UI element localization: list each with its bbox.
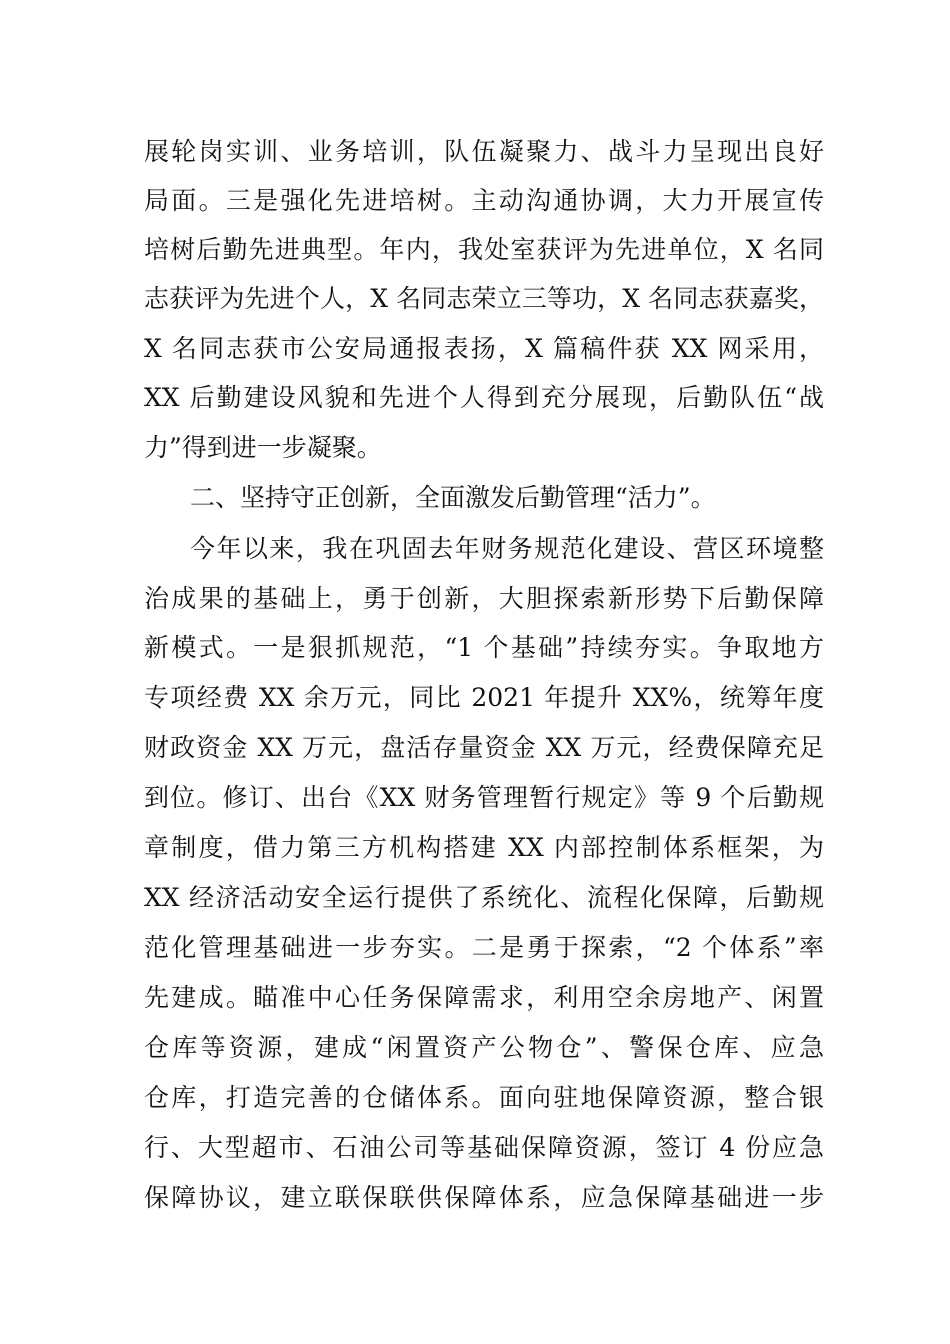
- text-line: 治成果的基础上，勇于创新，大胆探索新形势下后勤保障: [144, 584, 824, 613]
- text-line: 仓库，打造完善的仓储体系。面向驻地保障资源，整合银: [144, 1083, 824, 1112]
- text-line: 力”得到进一步凝聚。: [144, 433, 382, 462]
- text-line: XX 后勤建设风貌和先进个人得到充分展现，后勤队伍“战: [144, 383, 824, 412]
- text-line: 局面。三是强化先进培树。主动沟通协调，大力开展宣传: [144, 186, 824, 215]
- text-line: 先建成。瞄准中心任务保障需求，利用空余房地产、闲置: [144, 983, 824, 1012]
- text-line: 培树后勤先进典型。年内，我处室获评为先进单位，X 名同: [144, 235, 824, 264]
- text-line: 财政资金 XX 万元，盘活存量资金 XX 万元，经费保障充足: [144, 733, 824, 762]
- text-line: 新模式。一是狠抓规范，“1 个基础”持续夯实。争取地方: [144, 633, 824, 662]
- text-line: 志获评为先进个人，X 名同志荣立三等功，X 名同志获嘉奖，: [144, 284, 824, 313]
- text-line: XX 经济活动安全运行提供了系统化、流程化保障，后勤规: [144, 883, 824, 912]
- text-line: 今年以来，我在巩固去年财务规范化建设、营区环境整: [190, 534, 824, 563]
- text-line: 专项经费 XX 余万元，同比 2021 年提升 XX%，统筹年度: [144, 683, 824, 712]
- section-heading: 二、坚持守正创新，全面激发后勤管理“活力”。: [190, 483, 716, 512]
- text-line: 章制度，借力第三方机构搭建 XX 内部控制体系框架，为: [144, 833, 824, 862]
- text-line: 仓库等资源，建成“闲置资产公物仓”、警保仓库、应急: [144, 1033, 824, 1062]
- text-line: 保障协议，建立联保联供保障体系，应急保障基础进一步: [144, 1183, 824, 1212]
- text-line: X 名同志获市公安局通报表扬，X 篇稿件获 XX 网采用，: [144, 334, 824, 363]
- text-line: 范化管理基础进一步夯实。二是勇于探索，“2 个体系”率: [144, 933, 824, 962]
- text-line: 展轮岗实训、业务培训，队伍凝聚力、战斗力呈现出良好: [144, 137, 824, 166]
- text-line: 到位。修订、出台《XX 财务管理暂行规定》等 9 个后勤规: [144, 783, 824, 812]
- text-line: 行、大型超市、石油公司等基础保障资源，签订 4 份应急: [144, 1133, 824, 1162]
